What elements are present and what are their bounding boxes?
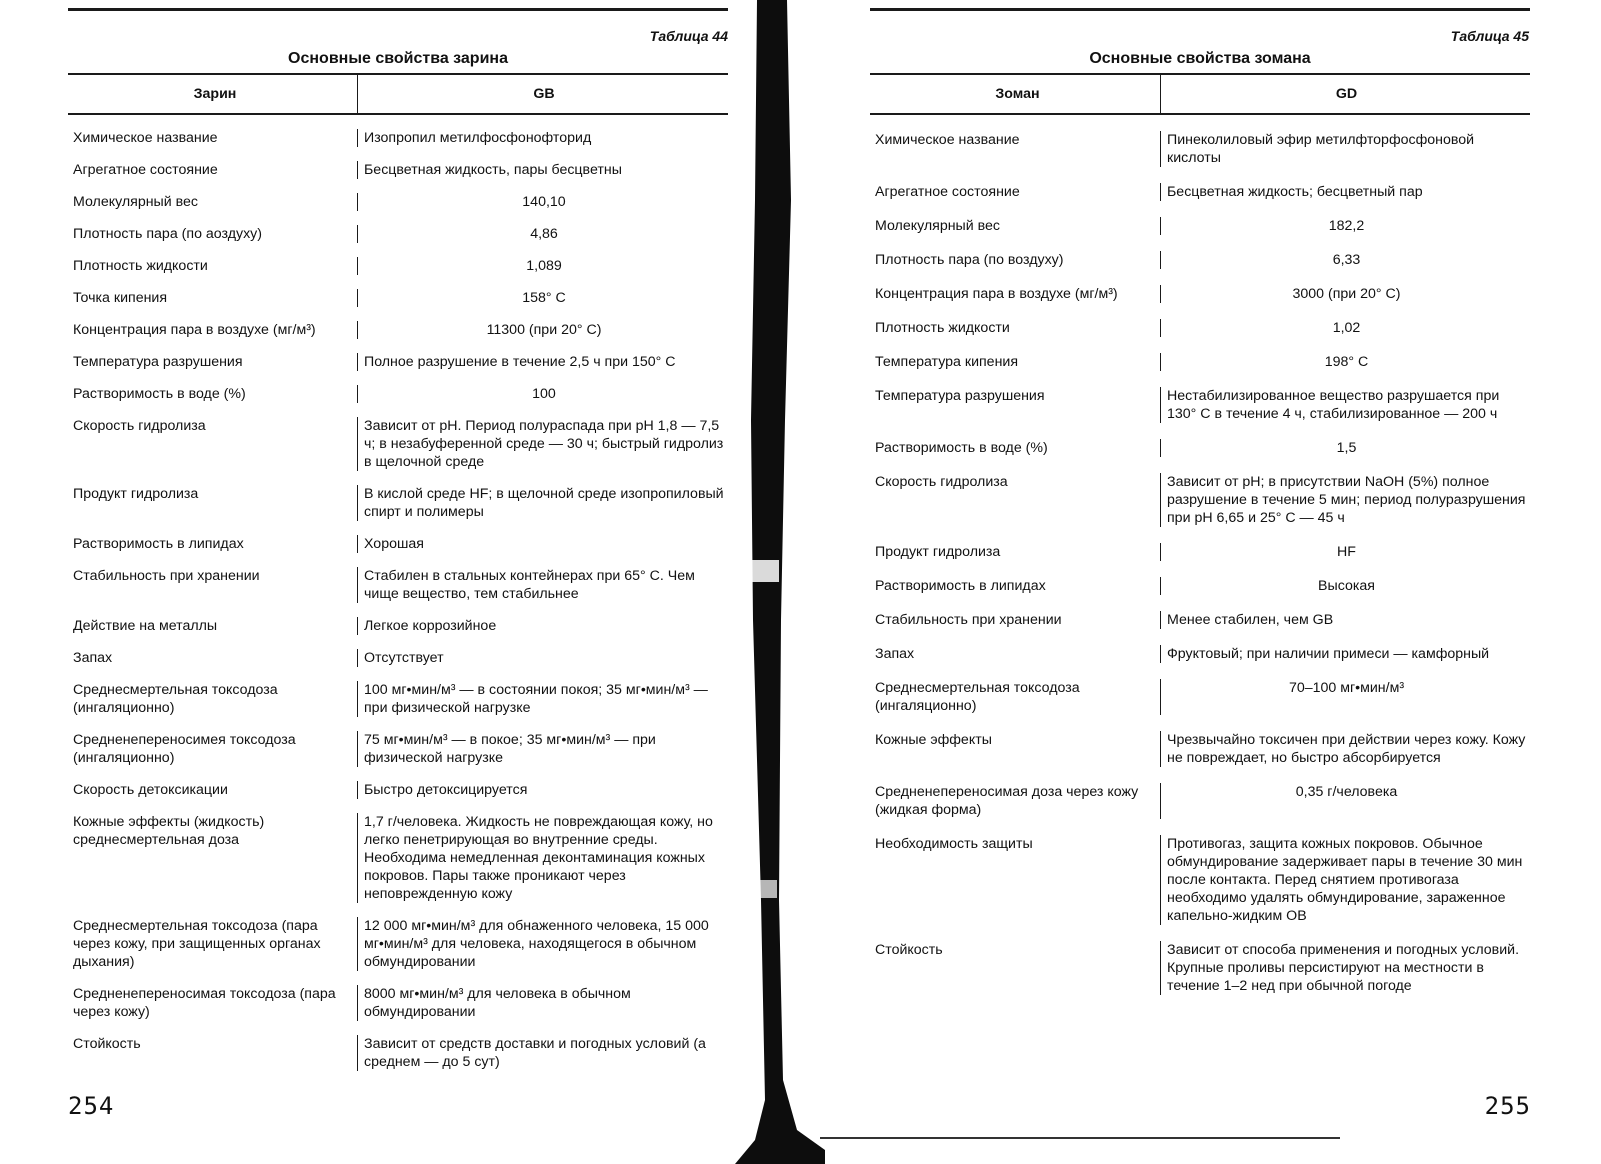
property-value: 1,7 г/человека. Жидкость не повреждающая кожу, но легко пенетрирующая во внутренние среды. Необходима немедленная деконтаминация кожных покровов. Пары также проникают через неповрежденную кожу [364,814,713,902]
property-name: Растворимость в воде (%) [870,439,1161,457]
table-number: Таблица 45 [1450,28,1529,44]
table-row [870,767,1530,819]
property-value: Высокая [1318,578,1375,594]
property-value: Зависит от рН. Период полураспада при рН 1,8 — 7,5 ч; в незабуференной среде — 30 ч; быстрый гидролиз в щелочной среде [364,418,724,470]
property-name: Плотность пара (по аоздуху) [68,225,358,243]
page-number: 254 [68,1092,115,1120]
property-value: В кислой среде HF; в щелочной среде изопропиловый спирт и полимеры [364,486,724,520]
table-row [870,595,1530,629]
table-row [870,303,1530,337]
property-name: Растворимость в воде (%) [68,385,358,403]
property-value: 1,02 [1332,320,1361,336]
property-value: Полное разрушение в течение 2,5 ч при 150° С [364,354,676,370]
property-name: Агрегатное состояние [870,183,1161,201]
table-row [68,717,728,767]
property-name: Точка кипения [68,289,358,307]
property-name: Запах [68,649,358,667]
property-name: Необходимость защиты [870,835,1161,925]
table-row [870,235,1530,269]
property-value: 70–100 мг•мин/м³ [1288,680,1405,696]
table-row [870,201,1530,235]
property-value: Чрезвычайно токсичен при действии через кожу. Кожу не повреждает, но быстро абсорбируется [1167,732,1526,766]
table-title: Основные свойства зарина [288,50,508,67]
table-row [68,903,728,971]
property-name: Температура кипения [870,353,1161,371]
book-spine [735,0,825,1164]
property-name: Кожные эффекты [870,731,1161,767]
property-value: Хорошая [364,536,424,552]
property-name: Температура разрушения [68,353,358,371]
property-name: Скорость гидролиза [68,417,358,471]
property-value: 4,86 [530,226,558,242]
header-col1: Зарин [68,75,358,113]
property-name: Стойкость [68,1035,358,1071]
property-value: Зависит от способа применения и погодных условий. Крупные проливы персистируют на местности в течение 1–2 нед при обычной погоде [1167,942,1520,994]
property-value: Бесцветная жидкость; бесцветный пар [1167,184,1423,200]
property-name: Концентрация пара в воздухе (мг/м³) [68,321,358,339]
top-rule [68,8,728,11]
left-page [0,0,800,1164]
properties-table [68,73,728,1075]
property-value: Стабилен в стальных контейнерах при 65° С. Чем чище вещество, тем стабильнее [364,568,695,602]
table-row [870,167,1530,201]
property-value: HF [1337,544,1356,560]
property-name: Стабильность при хранении [870,611,1161,629]
property-value: 158° C [522,290,566,306]
property-value: Зависит от рН; в присутствии NaOH (5%) полное разрушение в течение 5 мин; период полуразрушения при рН 6,65 и 25° С — 45 ч [1167,474,1526,526]
property-name: Химическое название [870,131,1161,167]
property-name: Плотность жидкости [68,257,358,275]
properties-table [870,73,1530,999]
property-name: Средненепереносимая токсодоза (пара через кожу) [68,985,358,1021]
property-value: 1,089 [526,258,562,274]
right-page [820,0,1601,1164]
property-value: Бесцветная жидкость, пары бесцветны [364,162,622,178]
property-value: 1,5 [1336,440,1357,456]
property-value: Менее стабилен, чем GB [1167,612,1334,628]
property-value: Пинеколиловый эфир метилфторфосфоновой кислоты [1167,132,1475,166]
property-name: Среднесмертельная токсодоза (ингаляционно) [870,679,1161,715]
property-value: 100 мг•мин/м³ — в состоянии покоя; 35 мг•мин/м³ — при физической нагрузке [364,682,708,716]
property-value: 0,35 г/человека [1295,784,1398,800]
property-name: Растворимость в липидах [870,577,1161,595]
property-name: Скорость детоксикации [68,781,358,799]
table-row [870,925,1530,999]
table-row [870,269,1530,303]
table-row [870,371,1530,423]
property-value: 140,10 [522,194,566,210]
property-name: Продукт гидролиза [68,485,358,521]
property-value: Зависит от средств доставки и погодных условий (а среднем — до 5 сут) [364,1036,706,1070]
table-row [68,767,728,799]
table-row [68,971,728,1021]
header-col2: GB [533,86,555,102]
property-name: Химическое название [68,129,358,147]
property-name: Температура разрушения [870,387,1161,423]
property-value: 6,33 [1332,252,1361,268]
table-row [870,457,1530,527]
table-body [68,115,728,1075]
property-name: Среднесмертельная токсодоза (ингаляционно) [68,681,358,717]
property-name: Средненепереносимая доза через кожу (жидкая форма) [870,783,1161,819]
property-value: 8000 мг•мин/м³ для человека в обычном обмундировании [364,986,631,1020]
property-value: 11300 (при 20° С) [486,322,602,338]
page-number: 255 [1484,1092,1531,1120]
property-value: Отсутствует [364,650,444,666]
table-body [870,115,1530,999]
table-row [68,371,728,403]
property-value: Легкое коррозийное [364,618,497,634]
property-value: 182,2 [1328,218,1365,234]
property-name: Растворимость в липидах [68,535,358,553]
table-row [68,275,728,307]
table-row [68,799,728,903]
table-row [68,1021,728,1075]
property-value: 100 [532,386,556,402]
property-name: Молекулярный вес [870,217,1161,235]
table-row [870,663,1530,715]
property-name: Действие на металлы [68,617,358,635]
property-name: Концентрация пара в воздухе (мг/м³) [870,285,1161,303]
table-row [870,819,1530,925]
header-col2: GD [1335,86,1358,102]
table-row [870,561,1530,595]
table-row [870,715,1530,767]
property-value: Противогаз, защита кожных покровов. Обычное обмундирование задерживает пары в течение 30 мин после контакта. Перед снятием противогаза необходимо удалять обмундирование, зараженное капельно-жидким ОВ [1167,836,1523,924]
property-name: Плотность пара (по воздуху) [870,251,1161,269]
table-row [68,667,728,717]
property-name: Запах [870,645,1161,663]
table-row [68,471,728,521]
property-value: Фруктовый; при наличии примеси — камфорный [1167,646,1490,662]
bottom-rule [820,1137,1340,1139]
table-row [870,527,1530,561]
property-name: Средненепереносимея токсодоза (ингаляционно) [68,731,358,767]
property-name: Среднесмертельная токсодоза (пара через кожу, при защищенных органах дыхания) [68,917,358,971]
property-value: 198° С [1324,354,1369,370]
top-rule [870,8,1530,11]
property-value: Быстро детоксицируется [364,782,528,798]
table-row [68,307,728,339]
table-row [68,179,728,211]
table-row [68,211,728,243]
property-value: 75 мг•мин/м³ — в покое; 35 мг•мин/м³ — при физической нагрузке [364,732,656,766]
property-name: Стабильность при хранении [68,567,358,603]
header-col1: Зоман [870,75,1161,113]
property-value: Изопропил метилфосфонофторид [364,130,592,146]
table-row [68,603,728,635]
table-row [68,635,728,667]
table-row [68,147,728,179]
property-name: Продукт гидролиза [870,543,1161,561]
property-name: Плотность жидкости [870,319,1161,337]
table-row [870,337,1530,371]
table-row [68,115,728,147]
table-row [870,423,1530,457]
table-row [68,553,728,603]
table-number: Таблица 44 [649,28,728,44]
property-value: Нестабилизированное вещество разрушается при 130° С в течение 4 ч, стабилизированное — 200 ч [1167,388,1500,422]
table-row [68,243,728,275]
property-name: Агрегатное состояние [68,161,358,179]
table-row [68,403,728,471]
property-name: Стойкость [870,941,1161,995]
table-row [68,339,728,371]
table-row [870,115,1530,167]
property-name: Молекулярный вес [68,193,358,211]
property-name: Скорость гидролиза [870,473,1161,527]
table-row [68,521,728,553]
table-row [870,629,1530,663]
property-value: 3000 (при 20° С) [1292,286,1401,302]
property-value: 12 000 мг•мин/м³ для обнаженного человека, 15 000 мг•мин/м³ для человека, находящегося в обычном обмундировании [364,918,709,970]
table-title: Основные свойства зомана [1089,50,1311,67]
table-header [68,75,728,115]
table-header [870,75,1530,115]
property-name: Кожные эффекты (жидкость) среднесмертельная доза [68,813,358,903]
